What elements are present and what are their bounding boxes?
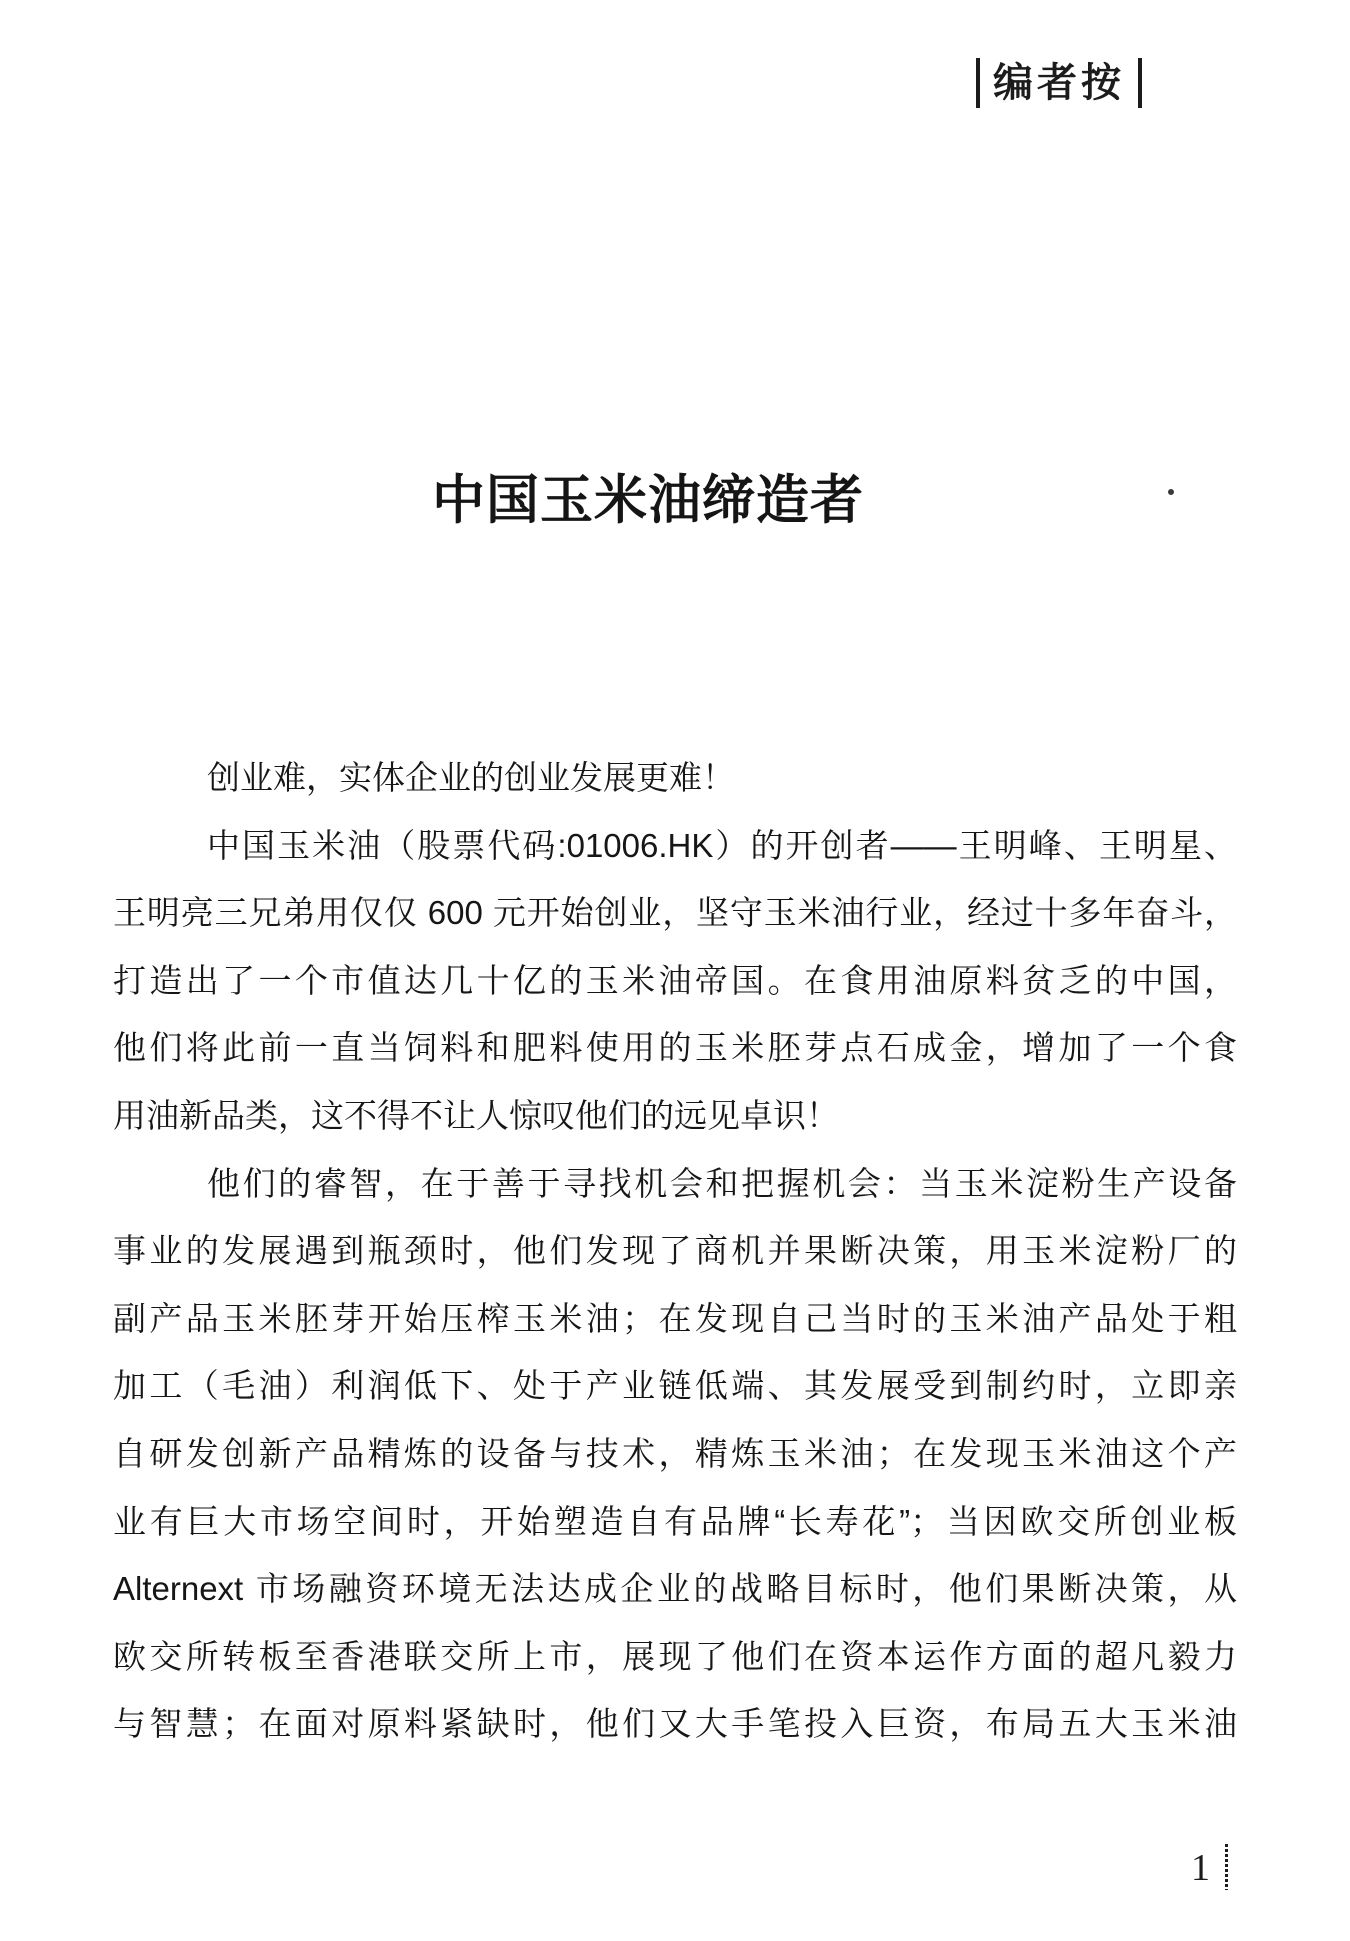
header-left-bar — [976, 58, 980, 108]
text-line: 王明亮三兄弟用仅仅 600 元开始创业，坚守玉米油行业，经过十多年奋斗， — [113, 894, 1237, 932]
text-line: 他们的睿智，在于善于寻找机会和把握机会：当玉米淀粉生产设备 — [207, 1164, 1237, 1202]
page-title: 中国玉米油缔造者 — [432, 472, 864, 530]
text-line: 用油新品类，这不得不让人惊叹他们的远见卓识！ — [113, 1096, 839, 1134]
text-line: 创业难，实体企业的创业发展更难！ — [207, 759, 735, 796]
text-line: 加工（毛油）利润低下、处于产业链低端、其发展受到制约时，立即亲 — [113, 1367, 1237, 1405]
dotted-rule — [1225, 1844, 1228, 1890]
text-line: 业有巨大市场空间时，开始塑造自有品牌“长寿花”；当因欧交所创业板 — [113, 1502, 1237, 1540]
editor-note-header — [976, 58, 1142, 108]
page-number: 1 — [1191, 1847, 1210, 1889]
text-line: 自研发创新产品精炼的设备与技术，精炼玉米油；在发现玉米油这个产 — [113, 1434, 1237, 1472]
text-line: 事业的发展遇到瓶颈时，他们发现了商机并果断决策，用玉米淀粉厂的 — [113, 1232, 1237, 1270]
text-line: 中国玉米油（股票代码:01006.HK）的开创者——王明峰、王明星、 — [207, 826, 1237, 864]
text-line: 打造出了一个市值达几十亿的玉米油帝国。在食用油原料贫乏的中国， — [113, 961, 1237, 999]
text-line: 他们将此前一直当饲料和肥料使用的玉米胚芽点石成金，增加了一个食 — [113, 1029, 1237, 1067]
editor-note-label: 编者按 — [993, 61, 1125, 105]
text-line: 欧交所转板至香港联交所上市，展现了他们在资本运作方面的超凡毅力 — [113, 1637, 1237, 1675]
header-right-bar — [1138, 58, 1142, 108]
text-line: 副产品玉米胚芽开始压榨玉米油；在发现自己当时的玉米油产品处于粗 — [113, 1299, 1237, 1337]
scan-dot-artifact — [1168, 489, 1174, 495]
text-line: 与智慧；在面对原料紧缺时，他们又大手笔投入巨资，布局五大玉米油 — [113, 1705, 1237, 1743]
text-line: Alternext 市场融资环境无法达成企业的战略目标时，他们果断决策，从 — [113, 1570, 1237, 1608]
body-text — [113, 744, 1237, 1758]
